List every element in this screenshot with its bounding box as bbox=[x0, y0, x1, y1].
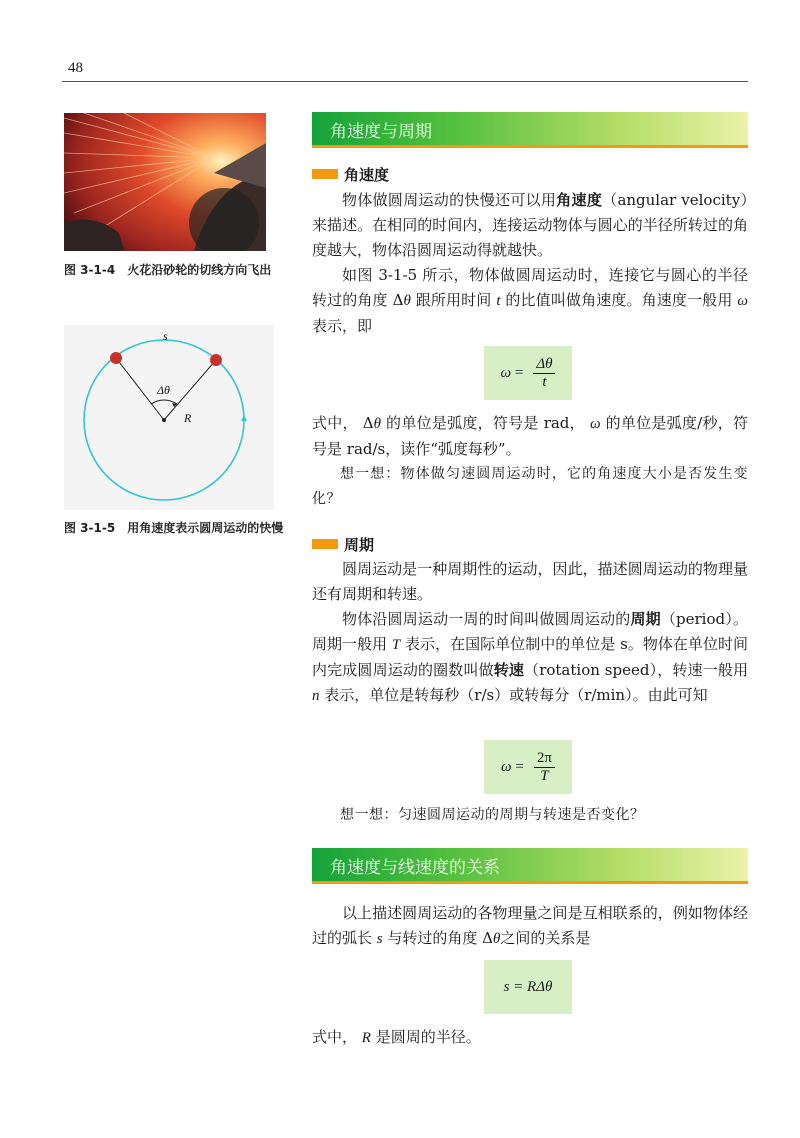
angular-velocity-text bbox=[312, 188, 748, 339]
section-heading-angular-linear-velocity bbox=[312, 848, 748, 884]
subheading-text: 角速度 bbox=[344, 166, 390, 184]
paragraph: 式中， Δθ 的单位是弧度，符号是 rad， ω 的单位是弧度/秒，符号是 rad/s，读作“弧度每秒”。 bbox=[312, 414, 748, 458]
think-question: 想一想：物体做匀速圆周运动时，它的角速度大小是否发生变化？ bbox=[312, 466, 748, 507]
radius-label-r: R bbox=[184, 411, 192, 425]
arc-label-s: s bbox=[163, 329, 168, 343]
subheading-period bbox=[312, 534, 374, 555]
formula-arc-length: s = RΔθ bbox=[484, 960, 572, 1014]
orange-marker-icon bbox=[312, 539, 338, 549]
figure-3-1-4-caption: 图 3-1-4 火花沿砂轮的切线方向飞出 bbox=[64, 263, 272, 277]
relation-text bbox=[312, 901, 748, 952]
section-heading-angular-velocity-period bbox=[312, 112, 748, 148]
unit-text bbox=[312, 411, 748, 512]
think-question: 想一想：匀速圆周运动的周期与转速是否变化？ bbox=[340, 807, 645, 823]
paragraph: 式中， R 是圆周的半径。 bbox=[312, 1028, 481, 1046]
paragraph: 圆周运动是一种周期性的运动，因此，描述圆周运动的物理量还有周期和转速。 bbox=[312, 560, 748, 603]
paragraph: 如图 3-1-5 所示，物体做圆周运动时，连接它与圆心的半径转过的角度 Δθ 跟所用时间 t 的比值叫做角速度。角速度一般用 ω 表示，即 bbox=[312, 266, 748, 335]
circular-motion-diagram bbox=[64, 325, 274, 510]
period-text bbox=[312, 557, 748, 709]
figure-3-1-5-caption: 图 3-1-5 用角速度表示圆周运动的快慢 bbox=[64, 521, 284, 535]
section-title: 角速度与线速度的关系 bbox=[330, 858, 500, 878]
formula-angular-velocity: ω = $\frac{\Delta\theta}{t}$ bbox=[484, 346, 572, 400]
subheading-angular-velocity bbox=[312, 164, 389, 185]
period-think bbox=[312, 803, 748, 828]
paragraph: 物体做圆周运动的快慢还可以用角速度（angular velocity）来描述。在相同的时间内，连接运动物体与圆心的半径所转过的角度越大，物体沿圆周运动得就越快。 bbox=[312, 191, 748, 259]
subheading-text: 周期 bbox=[344, 536, 375, 554]
angle-label-delta-theta: Δθ bbox=[157, 383, 170, 397]
radius-text bbox=[312, 1025, 748, 1051]
page-number: 48 bbox=[68, 60, 83, 76]
section-title: 角速度与周期 bbox=[330, 122, 432, 142]
grinding-sparks-photo bbox=[64, 113, 266, 251]
paragraph: 物体沿圆周运动一周的时间叫做圆周运动的周期（period）。周期一般用 T 表示，在国际单位制中的单位是 s。物体在单位时间内完成圆周运动的圈数叫做转速（rotation speed），转速一般用 n 表示，单位是转每秒（r/s）或转每分（r/min）。由此可知 bbox=[312, 610, 748, 704]
orange-marker-icon bbox=[312, 169, 338, 179]
formula-period: ω = $\frac{2\pi}{T}$ bbox=[484, 740, 572, 794]
header-rule bbox=[62, 81, 748, 82]
paragraph: 以上描述圆周运动的各物理量之间是互相联系的，例如物体经过的弧长 s 与转过的角度 Δθ之间的关系是 bbox=[312, 904, 748, 947]
